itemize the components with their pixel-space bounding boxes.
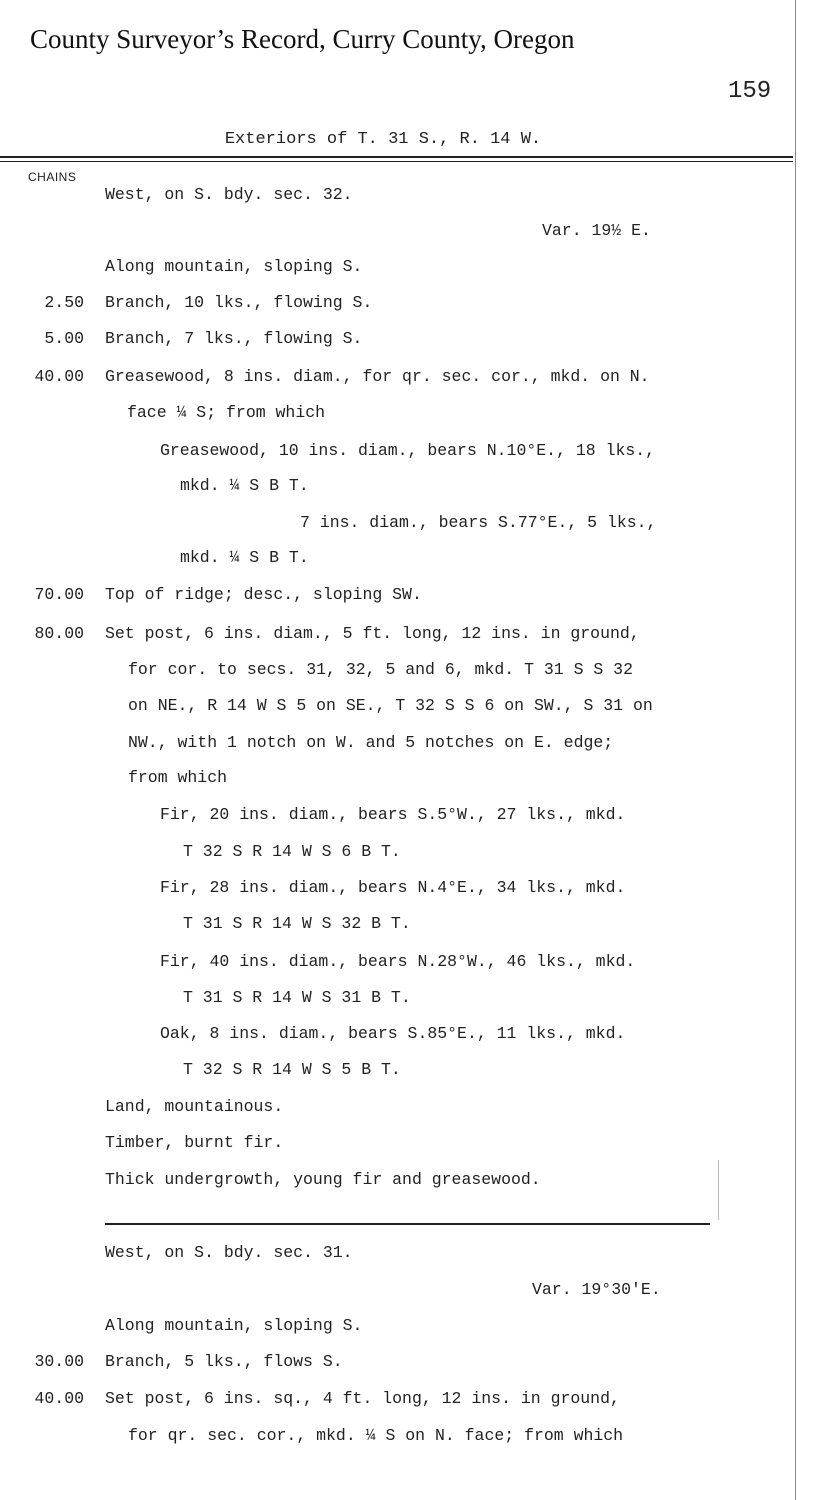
- page-subtitle: Exteriors of T. 31 S., R. 14 W.: [224, 130, 542, 149]
- variation-note: Var. 19°30'E.: [532, 1280, 661, 1299]
- section-divider: [105, 1223, 710, 1225]
- entry-text: face ¼ S; from which: [127, 403, 326, 422]
- entry-text: 7 ins. diam., bears S.77°E., 5 lks.,: [300, 513, 657, 532]
- entry-text: Fir, 40 ins. diam., bears N.28°W., 46 lks., mkd.: [160, 952, 636, 971]
- chain-distance: 40.00: [34, 367, 84, 386]
- variation-note: Var. 19½ E.: [542, 221, 651, 240]
- entry-text: Top of ridge; desc., sloping SW.: [105, 585, 422, 604]
- chain-distance: 5.00: [44, 329, 84, 348]
- entry-text: NW., with 1 notch on W. and 5 notches on E. edge;: [128, 733, 614, 752]
- entry-text: T 31 S R 14 W S 31 B T.: [183, 988, 411, 1007]
- header-rule-top: [0, 156, 793, 158]
- entry-text: Branch, 5 lks., flows S.: [105, 1352, 343, 1371]
- entry-text: Thick undergrowth, young fir and greasewood.: [105, 1170, 541, 1189]
- entry-text: mkd. ¼ S B T.: [180, 548, 309, 567]
- chain-distance: 40.00: [34, 1389, 84, 1408]
- page-title: County Surveyor’s Record, Curry County, Oregon: [30, 24, 575, 54]
- entry-text: Oak, 8 ins. diam., bears S.85°E., 11 lks., mkd.: [160, 1024, 626, 1043]
- entry-text: Timber, burnt fir.: [105, 1133, 284, 1152]
- margin-mark: [718, 1160, 719, 1220]
- section-heading: West, on S. bdy. sec. 32.: [105, 185, 353, 204]
- entry-text: Along mountain, sloping S.: [105, 257, 363, 276]
- chain-distance: 30.00: [34, 1352, 84, 1371]
- chain-distance: 70.00: [34, 585, 84, 604]
- page-edge: [795, 0, 796, 1500]
- chain-distance: 80.00: [34, 624, 84, 643]
- entry-text: Greasewood, 10 ins. diam., bears N.10°E., 18 lks.,: [160, 441, 656, 460]
- entry-text: for cor. to secs. 31, 32, 5 and 6, mkd. T 31 S S 32: [128, 660, 633, 679]
- entry-text: Land, mountainous.: [105, 1097, 284, 1116]
- entry-text: Set post, 6 ins. diam., 5 ft. long, 12 ins. in ground,: [105, 624, 640, 643]
- entry-text: T 32 S R 14 W S 6 B T.: [183, 842, 401, 861]
- header-rule-bottom: [0, 161, 793, 162]
- entry-text: T 32 S R 14 W S 5 B T.: [183, 1060, 401, 1079]
- entry-text: mkd. ¼ S B T.: [180, 476, 309, 495]
- entry-text: Branch, 7 lks., flowing S.: [105, 329, 363, 348]
- entry-text: Along mountain, sloping S.: [105, 1316, 363, 1335]
- entry-text: on NE., R 14 W S 5 on SE., T 32 S S 6 on SW., S 31 on: [128, 696, 653, 715]
- entry-text: Branch, 10 lks., flowing S.: [105, 293, 373, 312]
- entry-text: Fir, 28 ins. diam., bears N.4°E., 34 lks., mkd.: [160, 878, 626, 897]
- entry-text: Set post, 6 ins. sq., 4 ft. long, 12 ins. in ground,: [105, 1389, 620, 1408]
- chain-distance: 2.50: [44, 293, 84, 312]
- entry-text: Fir, 20 ins. diam., bears S.5°W., 27 lks., mkd.: [160, 805, 626, 824]
- page-number: 159: [728, 78, 772, 105]
- entry-text: for qr. sec. cor., mkd. ¼ S on N. face; from which: [128, 1426, 624, 1445]
- section-heading: West, on S. bdy. sec. 31.: [105, 1243, 353, 1262]
- chains-column-label: CHAINS: [28, 170, 77, 184]
- entry-text: Greasewood, 8 ins. diam., for qr. sec. cor., mkd. on N.: [105, 367, 650, 386]
- entry-text: from which: [128, 768, 228, 787]
- entry-text: T 31 S R 14 W S 32 B T.: [183, 914, 411, 933]
